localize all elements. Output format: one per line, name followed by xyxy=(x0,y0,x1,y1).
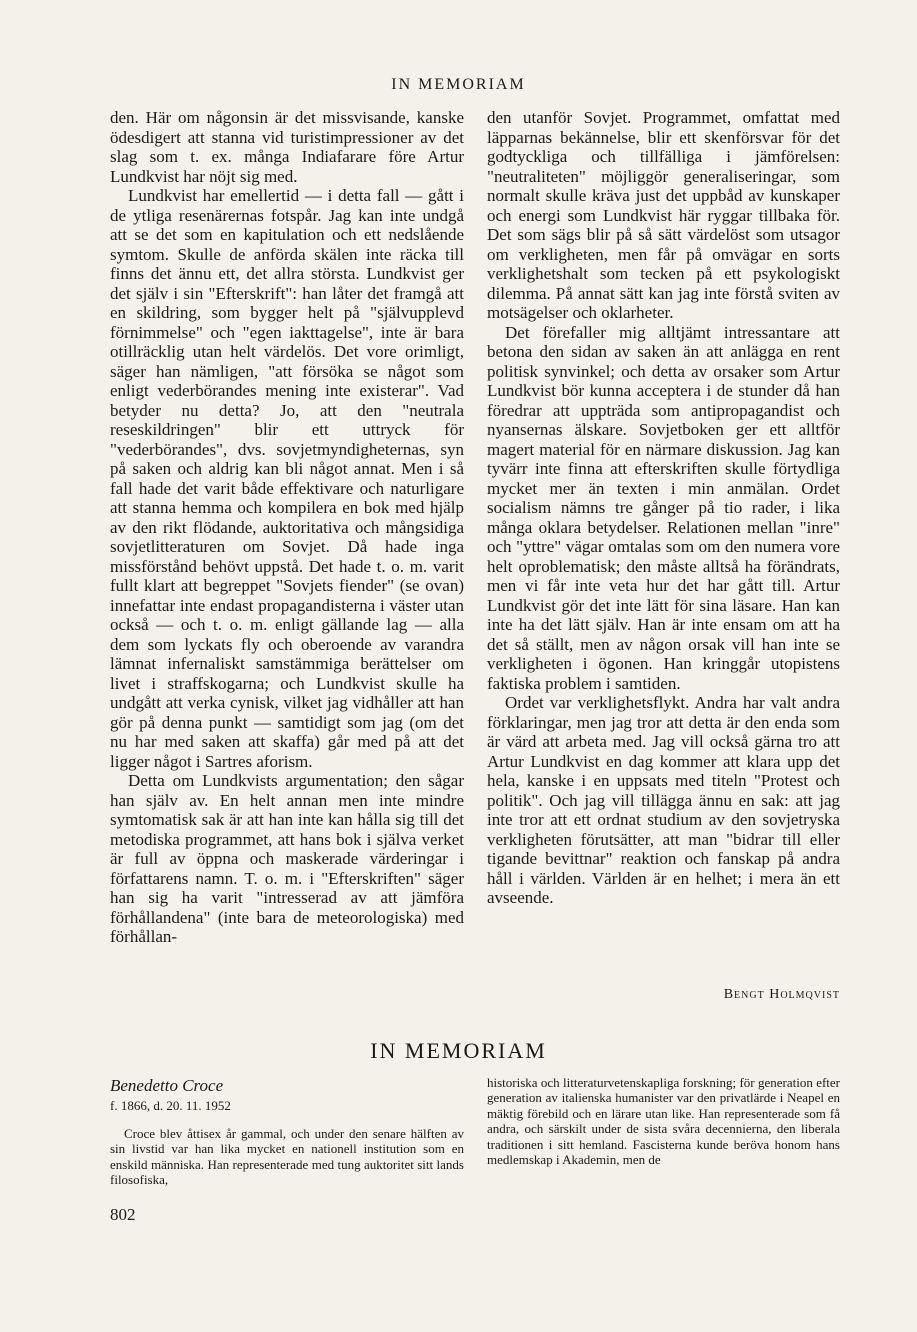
left-column xyxy=(110,108,464,947)
obituary-right-text: historiska och litteraturvetenskapliga forskning; för generation efter generation av italienska humanister var den privatlärde i Neapel en mäktig förebild och en lärare utan like. Han representerade som få andra, och särskilt under de sista svåra decennierna, den liberala traditionen i sitt hemland. Fascisterna kunde beröva honom hans medlemskap i Akademin, men de xyxy=(487,1075,840,1168)
obituary-left-column xyxy=(110,1126,464,1188)
left-paragraph-3: Detta om Lundkvists argumentation; den sågar han själv av. En helt annan men inte mindre symtomatisk sak är att han inte kan hålla sig till det metodiska programmet, att hans bok i själva verket är full av öppna och maskerade värderingar i författarens namn. T. o. m. i "Efterskriften" säger han sig ha varit "intresserad av att jämföra förhållandena" (inte bara de meteorologiska) med förhållan- xyxy=(110,771,464,946)
right-column xyxy=(487,108,840,908)
obituary-left-text: Croce blev åttisex år gammal, och under den senare hälften av sin livstid var han lika mycket en nationell institution som en enskild människa. Han representerade med tung auktoritet sitt lands filosofiska, xyxy=(110,1126,464,1188)
obituary-dates: f. 1866, d. 20. 11. 1952 xyxy=(110,1098,231,1113)
right-paragraph-3: Ordet var verklighetsflykt. Andra har valt andra förklaringar, men jag tror att detta är den enda som är värd att arbeta med. Jag vill också gärna tro att Artur Lundkvist en dag kommer att klara upp det hela, kanske i en uppsats med titeln "Protest och politik". Och jag vill tillägga ännu en sak: att jag inte tror att ett ordnat studium av den sovjetryska verkligheten förutsätter, att man "bidrar till eller tigande bevittnar" reaktion och fanskap på andra håll i världen. Världen är en helhet; i mera än ett avseende. xyxy=(487,693,840,907)
left-paragraph-1: den. Här om någonsin är det missvisande, kanske ödesdigert att stanna vid turistimpressioner av det slag som t. ex. många Indiafarare före Artur Lundkvist har nöjt sig med. xyxy=(110,108,464,186)
left-paragraph-2: Lundkvist har emellertid — i detta fall — gått i de ytliga resenärernas fotspår. Jag kan inte undgå att se det som en kapitulation och ett nedslående symtom. Skulle de anförda skälen inte räcka till finns det ännu ett, det allra största. Lundkvist ger det själv i sin "Efterskrift": han låter det framgå att en skildring, som bygger helt på "självupplevd förnimmelse" och "egen iakttagelse", inte är bara otillräcklig utan helt värdelös. Det vore orimligt, säger han nämligen, "att försöka se något som enligt vederbörandes mening inte existerar". Vad betyder nu detta? Jo, att den "neutrala reseskildringen" blir ett uttryck för "vederbörandes", dvs. sovjetmyndigheternas, syn på saken och aldrig kan bli något annat. Men i så fall hade det varit både effektivare och naturligare att stanna hemma och kompilera en bok med hjälp av den rikt flödande, auktoritativa och mångsidiga sovjetlitteraturen om Sovjet. Då hade inga missförstånd behövt uppstå. Det hade t. o. m. varit fullt klart att begreppet "Sovjets fiender" (se ovan) innefattar inte endast propagandisterna i väster utan också — och t. o. m. enligt gällande lag — alla dem som lyckats fly och oberoende av varandra lämnat infernaliskt samstämmiga berättelser om livet i straffskogarna; och Lundkvist skulle ha undgått att verka cynisk, vilket jag vidhåller att han gör på denna punkt — samtidigt som jag (om det nu har med saken att skaffa) går med på att det ligger något i Sartres aforism. xyxy=(110,186,464,771)
obituary-right-column xyxy=(487,1075,840,1167)
right-paragraph-2: Det förefaller mig alltjämt intressantare att betona den sidan av saken än att anlägga en rent politisk synvinkel; och detta av orsaker som Artur Lundkvist bör kunna acceptera i de stunder då han föredrar att uppträda som antipropagandist och nyansernas älskare. Sovjetboken ger ett alltför magert material för en närmare diskussion. Jag kan tyvärr inte finna att efterskriften skulle förtydliga mycket mer än texten i min anmälan. Ordet socialism nämns tre gånger på tio rader, i lika många oklara betydelser. Relationen mellan "inre" och "yttre" vägar omtalas som om den numera vore helt oproblematisk; den måste alltså ha förändrats, men vi får inte veta hur det har gått till. Artur Lundkvist gör det inte lätt för sina läsare. Han kan inte ha det lätt själv. Han är inte ensam om att ha det så ställt, men av någon orsak vill han inte se verkligheten i ögonen. Han kringgår utopistens faktiska problem i samtiden. xyxy=(487,322,840,693)
section-title: IN MEMORIAM xyxy=(370,1038,547,1063)
author-signature: Bengt Holmqvist xyxy=(723,987,840,1002)
page-number: 802 xyxy=(110,1205,136,1224)
right-paragraph-1: den utanför Sovjet. Programmet, omfattat med läpparnas bekännelse, blir ett skenförsvar för det godtyckliga och tillfälliga i jämförelsen: "neutraliteten" möjliggör generaliseringar, som normalt skulle kräva just det uppbåd av kunskaper och energi som Lundkvist här ryggar tillbaka för. Det som sägs blir på så sätt värdelöst som utsagor om verkligheten, men får på omvägar en sorts verklighetshalt som tecken på ett psykologiskt dilemma. På annat sätt kan jag inte förstå sviten av motsägelser och oklarheter. xyxy=(487,108,840,322)
obituary-name: Benedetto Croce xyxy=(110,1076,224,1095)
running-head: IN MEMORIAM xyxy=(391,76,526,93)
